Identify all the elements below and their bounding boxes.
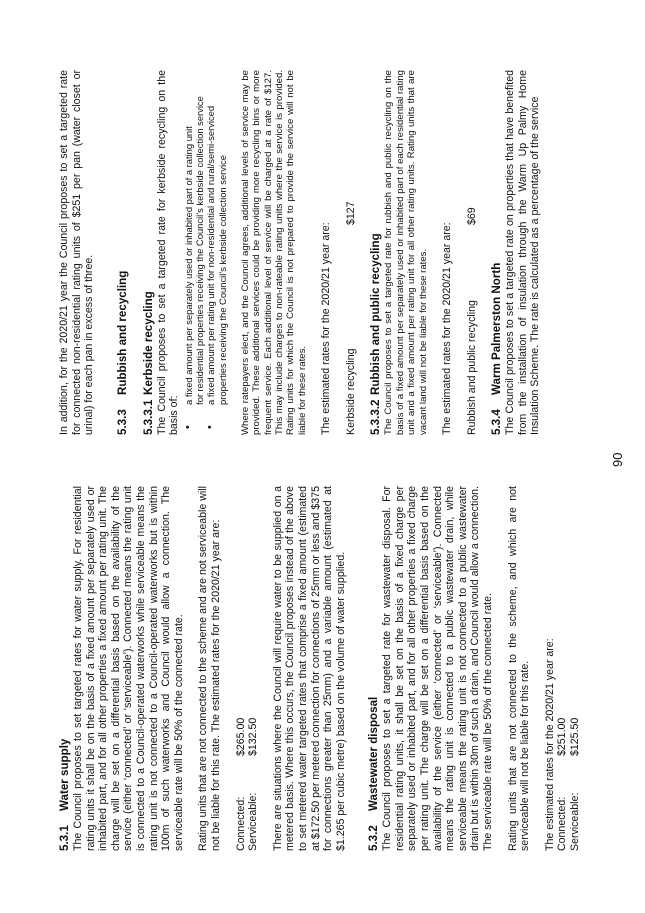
left-column [58,486,582,851]
kerbside-intro: The Council proposes to set a targeted rate for kerbside recycling on the basis of: [155,70,181,435]
pan-rate-paragraph: In addition, for the 2020/21 year the Council proposes to set a targeted rate for connected non-residential rating units of $251 per pan (water closet or urinal) for each pan in excess of three. [58,70,96,435]
kerbside-bullet: • a fixed amount per rating unit for non-residential and rural/semi-serviced properties receiving the Council’s kerbside collection service [204,105,228,429]
page-number: 90 [610,452,625,467]
public-estimated-intro: The estimated rates for the 2020/21 year are: [441,222,454,435]
kerbside-additional: Where ratepayers elect, and the Council agrees, additional levels of service may be provided. These additional services could be providing more recycling bins or more frequent service. Each additional level of service will be charged at a rate of $127. This may include charges to non-rateable rating units where the service is provided. Rating units for which the Council is not prepared to provide the service will not be liable for these rates. [239,70,308,435]
water-supply-not-connected: Rating units that are not connected to the scheme and are not serviceable will not be liable for this rate. The estimated rates for the 2020/21 year are: [197,486,222,851]
water-rate-serviceable: Serviceable: $132.50 [247,717,260,851]
water-rate-connected: Connected: $265.00 [234,717,247,851]
rubbish-heading: 5.3.3Rubbish and recycling [115,270,129,435]
water-supply-heading: 5.3.1Water supply [58,738,71,851]
kerbside-heading: 5.3.3.1Kerbside recycling [141,291,155,435]
kerbside-bullet: • a fixed amount per separately used or inhabited part of a rating unit for residential properties receiving the Council’s kerbside collection service [181,96,206,429]
wastewater-rate-serviceable: Serviceable: $125.50 [569,717,581,851]
wastewater-heading: 5.3.2Wastewater disposal [367,696,381,851]
right-column [58,70,542,435]
kerbside-rate: Kerbside recycling $127 [344,201,357,435]
public-recycling-rate: Rubbish and public recycling $69 [465,207,478,435]
public-recycling-heading: 5.3.3.2Rubbish and public recycling [369,233,383,435]
kerbside-bullets [183,70,228,435]
wastewater-estimated-intro: The estimated rates for the 2020/21 year are: [543,638,556,851]
kerbside-estimated-intro: The estimated rates for the 2020/21 year are: [320,222,333,435]
wastewater-not-connected: Rating units that are not connected to the scheme, and which are not serviceable will not be liable for this rate. [506,486,532,851]
water-supply-metered: There are situations where the Council will require water to be supplied on a metered basis. Where this occurs, the Council proposes instead of the above to set metered water targeted rates that comprise a fixed amount (estimated at $172.50 per metered connection for connections of 25mm or less and $375 for connections greater than 25mm) and a variable amount (estimated at $1.265 per cubic metre) based on the volume of water supplied. [271,486,347,851]
wastewater-intro: The Council proposes to set a targeted rate for wastewater disposal. For residential rating units, it shall be set on the basis of a fixed charge per separately used or inhabited part, and for all other properties a fixed charge per rating unit. The charge will be set on a differential basis based on the availability of the service (either ‘connected’ or ‘serviceable’). Connected means the rating unit is connected to a public wastewater drain, while serviceable means the rating unit is not connected to a public wastewater drain but is within 30m of such a drain, and Council would allow a connection. The serviceable rate will be 50% of the connected rate. [381,486,495,851]
warm-heading: 5.3.4Warm Palmerston North [490,262,504,435]
public-recycling-intro: The Council proposes to set a targeted rate for rubbish and public recycling on the basis of a fixed amount per separately used or inhabited part of each residential rating unit and a fixed amount per rating unit for all other rating units. Rating units that are vacant land will not be liable for these rates. [383,70,429,435]
wastewater-rate-connected: Connected: $251.00 [556,717,569,851]
water-supply-intro: The Council proposes to set targeted rates for water supply. For residential rating units it shall be on the basis of a fixed amount per separately used or inhabited part, and for all other properties a fixed amount per rating unit. The charge will be set on a differential basis based on the availability of the service (either ‘connected’ or ‘serviceable’). Connected means the rating unit is connected to a Council-operated waterworks while serviceable means the rating unit is not connected to a Council-operated waterworks but is within 100m of such waterworks and Council would allow a connection. The serviceable rate will be 50% of the connected rate. [72,486,185,851]
warm-intro: The Council proposes to set a targeted rate on properties that have benefited from the installation of insulation through the Warm Up Palmy Home Insulation Scheme. The rate is calculated as a percentage of the service [504,70,542,435]
